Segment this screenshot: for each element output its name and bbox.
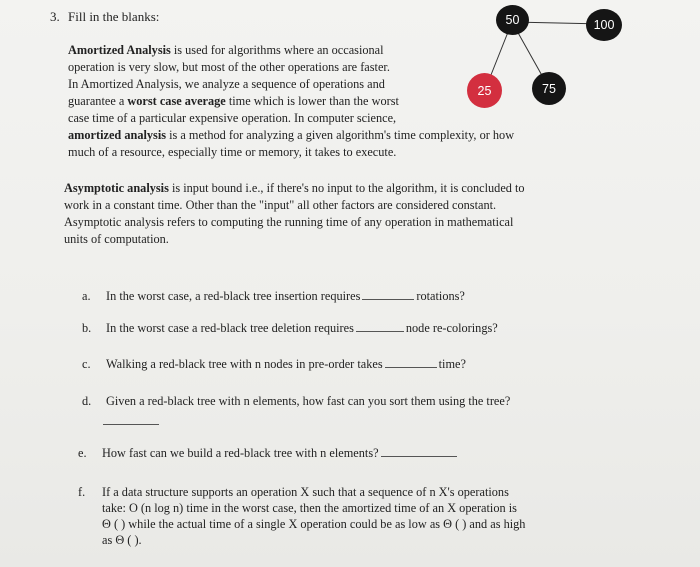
text-line: take: O (n log n) time in the worst case, then the amortized time of an X operation is xyxy=(102,501,517,515)
asymptotic-paragraph xyxy=(64,180,604,248)
item-a: a. In the worst case, a red-black tree insertion requires rotations? xyxy=(82,289,465,303)
tree-node-25: 25 xyxy=(467,73,502,108)
item-f: f. If a data structure supports an operation X such that a sequence of n X's operations take: O (n log n) time in the worst case, then the amortized time of an X operation is Θ ( ) while the actual time of a single X operation could be as low as Θ ( ) and as high as Θ ( ). xyxy=(78,485,526,547)
item-e: e. How fast can we build a red-black tree with n elements? xyxy=(78,446,459,461)
item-d: d. Given a red-black tree with n elements, how fast can you sort them using the tree? xyxy=(82,394,511,408)
blank-b[interactable] xyxy=(356,330,404,332)
text-line: much of a resource, especially time or memory, it takes to execute. xyxy=(68,145,397,159)
text-line: work in a constant time. Other than the "input" all other factors are considered constant. xyxy=(64,198,497,212)
blank-d[interactable] xyxy=(103,424,159,425)
text-line: as Θ ( ). xyxy=(102,533,142,547)
blank-e[interactable] xyxy=(381,455,457,457)
text-line: In Amortized Analysis, we analyze a sequence of operations and xyxy=(68,77,385,91)
tree-node-75: 75 xyxy=(532,72,566,105)
item-b: b. In the worst case a red-black tree deletion requires node re-colorings? xyxy=(82,321,498,335)
item-c: c. Walking a red-black tree with n nodes in pre-order takes time? xyxy=(82,357,466,371)
tree-node-100: 100 xyxy=(586,9,622,41)
text-line: guarantee a worst case average time which is lower than the worst xyxy=(68,94,399,108)
text-line: case time of a particular expensive operation. In computer science, xyxy=(68,111,397,125)
text-line: Amortized Analysis is used for algorithms where an occasional xyxy=(68,43,384,57)
blank-a[interactable] xyxy=(362,298,414,300)
question-title: Fill in the blanks: xyxy=(68,9,160,24)
text-line: operation is very slow, but most of the other operations are faster. xyxy=(68,60,390,74)
text-line: units of computation. xyxy=(64,232,169,246)
text-line: Asymptotic analysis refers to computing the running time of any operation in mathematical xyxy=(64,215,514,229)
blank-c[interactable] xyxy=(385,366,437,368)
tree-node-50: 50 xyxy=(496,5,529,35)
text-line: Θ ( ) while the actual time of a single X operation could be as low as Θ ( ) and as high xyxy=(102,517,526,531)
text-line: If a data structure supports an operation X such that a sequence of n X's operations xyxy=(102,485,509,499)
text-line: amortized analysis is a method for analyzing a given algorithm's time complexity, or how xyxy=(68,128,515,142)
text-line: Asymptotic analysis is input bound i.e., if there's no input to the algorithm, it is concluded to xyxy=(64,181,525,195)
question-number: 3. xyxy=(50,9,60,24)
